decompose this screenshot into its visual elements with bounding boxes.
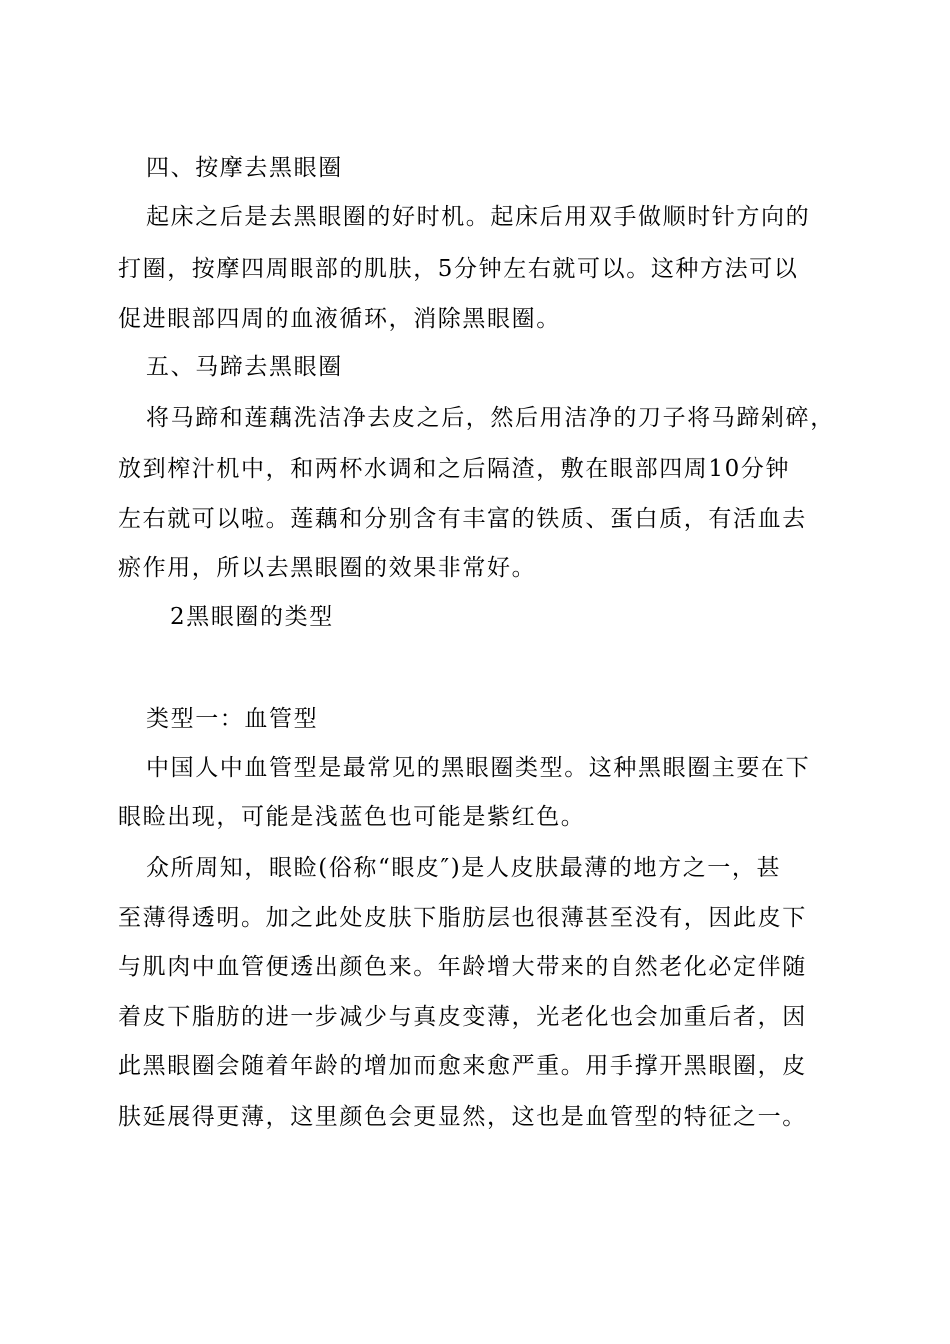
paragraph-line: 肤延展得更薄，这里颜色会更显然，这也是血管型的特征之一。: [118, 1104, 807, 1130]
paragraph-line: 起床之后是去黑眼圈的好时机。起床后用双手做顺时针方向的: [146, 204, 811, 230]
paragraph-line: 众所周知，眼睑(俗称“眼皮″)是人皮肤最薄的地方之一，甚: [146, 855, 782, 881]
paragraph-line: 与肌肉中血管便透出颜色来。年龄增大带来的自然老化必定伴随: [118, 954, 807, 980]
heading-massage: 四、按摩去黑眼圈: [146, 155, 343, 181]
paragraph-line: 左右就可以啦。莲藕和分别含有丰富的铁质、蛋白质，有活血去: [118, 506, 807, 532]
paragraph-line: 瘀作用，所以去黑眼圈的效果非常好。: [118, 555, 537, 581]
section-title-types: 2黑眼圈的类型: [170, 604, 334, 630]
paragraph-line: 将马蹄和莲藕洗洁净去皮之后，然后用洁净的刀子将马蹄剁碎，: [146, 405, 835, 431]
paragraph-line: 此黑眼圈会随着年龄的增加而愈来愈严重。用手撑开黑眼圈，皮: [118, 1053, 807, 1079]
paragraph-line: 打圈，按摩四周眼部的肌肤，5分钟左右就可以。这种方法可以: [118, 256, 799, 282]
heading-vascular-type: 类型一：血管型: [146, 706, 319, 732]
paragraph-line: 中国人中血管型是最常见的黑眼圈类型。这种黑眼圈主要在下: [146, 755, 811, 781]
paragraph-line: 着皮下脂肪的进一步减少与真皮变薄，光老化也会加重后者，因: [118, 1004, 807, 1030]
paragraph-line: 放到榨汁机中，和两杯水调和之后隔渣，敷在眼部四周10分钟: [118, 456, 791, 482]
paragraph-line: 至薄得透明。加之此处皮肤下脂肪层也很薄甚至没有，因此皮下: [118, 905, 807, 931]
paragraph-line: 促进眼部四周的血液循环，消除黑眼圈。: [118, 306, 561, 332]
heading-water-chestnut: 五、马蹄去黑眼圈: [146, 354, 343, 380]
paragraph-line: 眼睑出现，可能是浅蓝色也可能是紫红色。: [118, 804, 586, 830]
